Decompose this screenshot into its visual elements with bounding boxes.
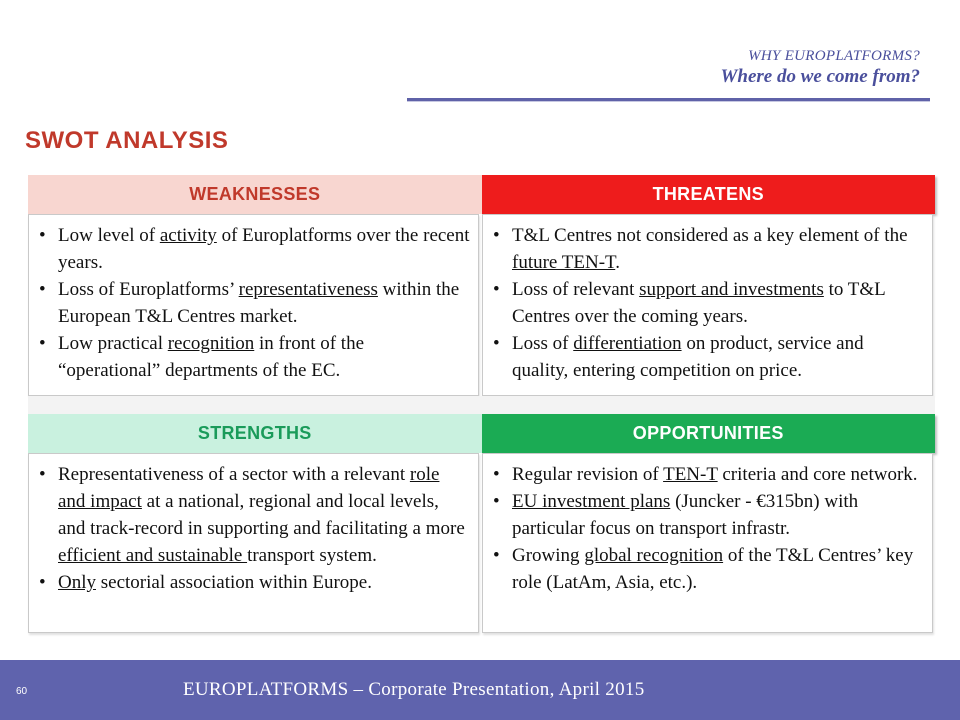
section-kicker: WHY EUROPLATFORMS?	[748, 48, 920, 64]
list-item: • Growing global recognition of the T&L Centres’ key role (LatAm, Asia, etc.).	[491, 542, 924, 596]
swot-bottom-band	[28, 414, 935, 453]
page-number: 60	[16, 686, 28, 697]
page-title: SWOT ANALYSIS	[25, 127, 229, 154]
section-subtitle: Where do we come from?	[720, 66, 920, 87]
list-item: • Loss of Europlatforms’ representativeness within the European T&L Centres market.	[37, 276, 470, 330]
strengths-box	[28, 453, 479, 633]
opportunities-box	[482, 453, 933, 633]
weaknesses-heading: WEAKNESSES	[28, 175, 482, 214]
threatens-box	[482, 214, 933, 396]
list-item: • Low practical recognition in front of the “operational” departments of the EC.	[37, 330, 470, 384]
opportunities-list	[491, 461, 924, 596]
list-item: • Loss of relevant support and investments to T&L Centres over the coming years.	[491, 276, 924, 330]
list-item: • T&L Centres not considered as a key element of the future TEN-T.	[491, 222, 924, 276]
weaknesses-box	[28, 214, 479, 396]
list-item: • EU investment plans (Juncker - €315bn) with particular focus on transport infrastr.	[491, 488, 924, 542]
strengths-list	[37, 461, 470, 596]
list-item: • Regular revision of TEN-T criteria and core network.	[491, 461, 924, 488]
threatens-heading: THREATENS	[482, 175, 936, 214]
strengths-heading: STRENGTHS	[28, 414, 482, 453]
footer-bar	[0, 660, 960, 720]
list-item: • Representativeness of a sector with a relevant role and impact at a national, regional and local levels, and track-record in supporting and facilitating a more efficient and sustainable transport system.	[37, 461, 470, 569]
opportunities-heading: OPPORTUNITIES	[482, 414, 936, 453]
header-divider-shadow	[407, 101, 930, 102]
list-item: • Loss of differentiation on product, service and quality, entering competition on price.	[491, 330, 924, 384]
weaknesses-list	[37, 222, 470, 384]
list-item: • Low level of activity of Europlatforms over the recent years.	[37, 222, 470, 276]
quadrant-gap	[28, 396, 935, 414]
swot-top-band	[28, 175, 935, 214]
list-item: • Only sectorial association within Europe.	[37, 569, 470, 596]
threatens-list	[491, 222, 924, 384]
footer-text: EUROPLATFORMS – Corporate Presentation, April 2015	[183, 679, 645, 700]
